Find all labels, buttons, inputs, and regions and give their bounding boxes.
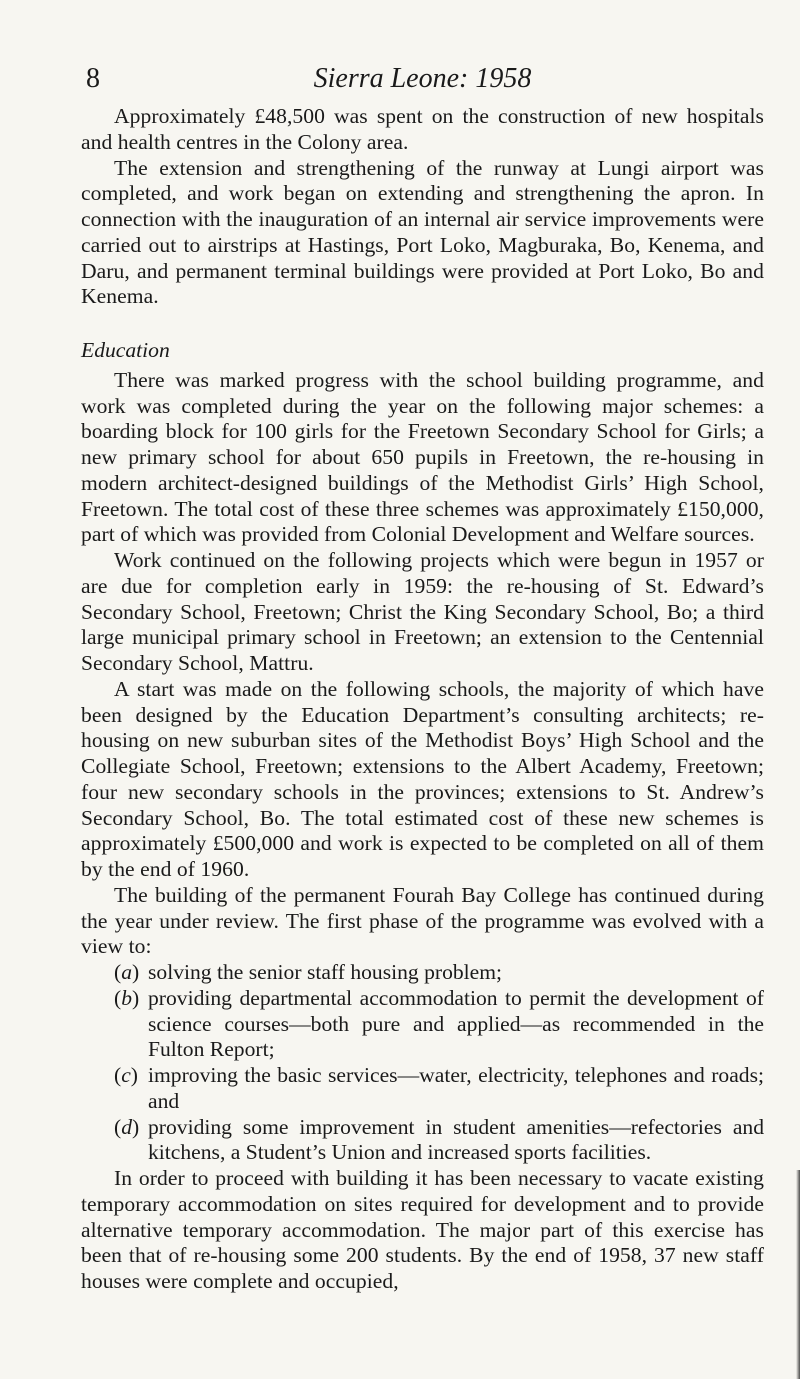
list-item xyxy=(81,986,764,1063)
paragraph-work-continued: Work continued on the following projects which were begun in 1957 or are due for completion early in 1959: the re-housing of St. Edward’s Secondary School, Freetown; Christ the King Secondary School, Bo; a third large municipal primary school in Freetown; an extension to the Centennial Secondary School, Mattru. xyxy=(81,548,764,675)
paragraph-fourah-bay: The building of the permanent Fourah Bay College has continued during the year under review. The first phase of the programme was evolved with a view to: xyxy=(81,882,764,959)
paragraph-airport: The extension and strengthening of the runway at Lungi airport was completed, and work began on extending and strengthening the apron. In connection with the inauguration of an internal air service improvements were carried out to airstrips at Hastings, Port Loko, Magburaka, Bo, Kenema, and Daru, and permanent terminal buildings were provided at Port Loko, Bo and Kenema. xyxy=(81,155,764,309)
list-marker: (d) xyxy=(114,1114,140,1139)
list-item xyxy=(81,1063,764,1115)
list-item xyxy=(81,960,764,986)
list-item-text: providing some improvement in student amenities—refectories and kitchens, a Student’s Union and increased sports facilities. xyxy=(148,1114,764,1165)
list-marker: (a) xyxy=(114,960,140,984)
scan-edge-shadow xyxy=(796,1170,800,1379)
section-heading-education: Education xyxy=(81,338,170,362)
list-item xyxy=(81,1115,764,1167)
objectives-list xyxy=(81,960,764,1166)
page-number: 8 xyxy=(86,63,100,94)
page-content xyxy=(81,104,764,1295)
running-title: Sierra Leone: 1958 xyxy=(313,63,532,94)
paragraph-new-schools: A start was made on the following schools, the majority of which have been designed by the Education Department’s consulting architects; re-housing on new suburban sites of the Methodist Boys’ High School and the Collegiate School, Freetown; extensions to the Albert Academy, Freetown; four new secondary schools in the provinces; extensions to St. Andrew’s Secondary School, Bo. The total estimated cost of these new schemes is approximately £500,000 and work is expected to be completed on all of them by the end of 1960. xyxy=(81,676,764,881)
paragraph-school-building: There was marked progress with the school building programme, and work was completed during the year on the following major schemes: a boarding block for 100 girls for the Freetown Secondary School for Girls; a new primary school for about 650 pupils in Freetown, the re-housing in modern architect-designed buildings of the Methodist Girls’ High School, Freetown. The total cost of these three schemes was approximately £150,000, part of which was provided from Colonial Development and Welfare sources. xyxy=(81,367,764,547)
list-item-text: improving the basic services—water, electricity, telephones and roads; and xyxy=(148,1063,764,1113)
page-header xyxy=(81,62,764,102)
paragraph-temporary-accommodation: In order to proceed with building it has been necessary to vacate existing temporary accommodation on sites required for development and to provide alternative temporary accommodation. The major part of this exercise has been that of re-housing some 200 students. By the end of 1958, 37 new staff houses were complete and occupied, xyxy=(81,1166,764,1293)
list-item-text: solving the senior staff housing problem; xyxy=(148,960,503,984)
document-page xyxy=(81,62,764,1295)
paragraph-hospitals: Approximately £48,500 was spent on the construction of new hospitals and health centres in the Colony area. xyxy=(81,104,764,154)
list-item-text: providing departmental accommodation to permit the development of science courses—both pure and applied—as recommended in the Fulton Report; xyxy=(148,985,764,1062)
list-marker: (b) xyxy=(114,985,140,1010)
list-marker: (c) xyxy=(114,1063,138,1087)
